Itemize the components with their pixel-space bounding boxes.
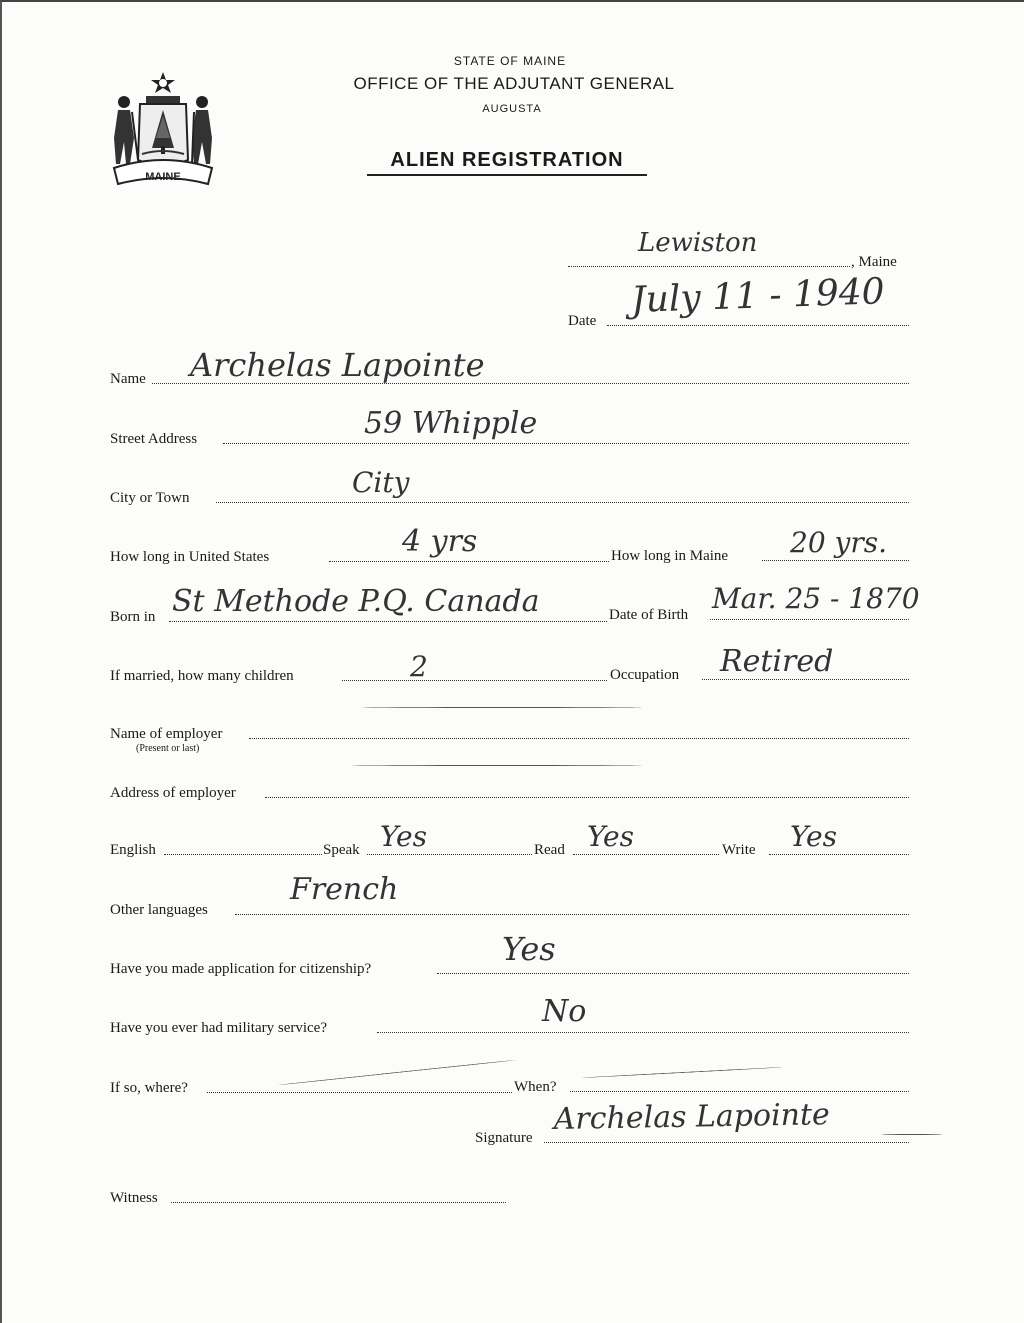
how-long-us-field-line <box>329 561 609 562</box>
other-languages-field-line <box>235 914 909 915</box>
citizenship-field-line <box>437 973 909 974</box>
read-label: Read <box>534 842 565 858</box>
born-in-field-line <box>169 621 607 622</box>
employer-dash-stroke <box>362 707 642 708</box>
date-of-birth-value: Mar. 25 - 1870 <box>712 582 920 615</box>
how-long-maine-field-line <box>762 560 909 561</box>
employer-label: Name of employer <box>110 726 223 742</box>
if-so-where-label: If so, where? <box>110 1080 188 1096</box>
name-value: Archelas Lapointe <box>190 346 485 384</box>
children-label: If married, how many children <box>110 668 294 684</box>
name-label: Name <box>110 371 146 387</box>
how-long-maine-label: How long in Maine <box>611 548 729 564</box>
town-field-line <box>568 266 850 267</box>
children-field-line <box>342 680 607 681</box>
military-field-line <box>377 1032 909 1033</box>
signature-flourish-stroke <box>882 1134 942 1135</box>
born-in-label: Born in <box>110 609 156 625</box>
military-label: Have you ever had military service? <box>110 1020 327 1036</box>
write-field-line <box>769 854 909 855</box>
date-value: July 11 - 1940 <box>630 271 886 321</box>
employer-address-field-line <box>265 797 909 798</box>
where-dash-stroke <box>278 1059 517 1085</box>
date-of-birth-field-line <box>710 619 909 620</box>
employer-address-label: Address of employer <box>110 785 236 801</box>
employer-note: (Present or last) <box>136 743 200 754</box>
witness-field-line <box>171 1202 506 1203</box>
write-value: Yes <box>790 820 837 853</box>
employer-address-dash-stroke <box>352 765 642 766</box>
occupation-label: Occupation <box>610 667 680 683</box>
citizenship-label: Have you made application for citizenship? <box>110 961 372 977</box>
city-heading: AUGUSTA <box>482 103 542 115</box>
children-value: 2 <box>410 650 428 683</box>
occupation-value: Retired <box>720 644 834 679</box>
signature-value: Archelas Lapointe <box>553 1097 831 1137</box>
citizenship-value: Yes <box>502 930 556 968</box>
military-value: No <box>542 994 587 1029</box>
city-town-field-line <box>216 502 909 503</box>
other-languages-label: Other languages <box>110 902 208 918</box>
read-field-line <box>573 854 719 855</box>
signature-field-line <box>544 1142 909 1143</box>
witness-label: Witness <box>110 1190 158 1206</box>
signature-label: Signature <box>475 1130 533 1146</box>
how-long-maine-value: 20 yrs. <box>790 526 888 559</box>
speak-label: Speak <box>323 842 360 858</box>
city-town-label: City or Town <box>110 490 190 506</box>
english-field-line <box>164 854 322 855</box>
other-languages-value: French <box>290 872 399 907</box>
when-label: When? <box>514 1079 557 1095</box>
speak-field-line <box>367 854 532 855</box>
form-title: ALIEN REGISTRATION <box>367 149 647 176</box>
maine-label: , Maine <box>851 254 897 270</box>
when-dash-stroke <box>582 1067 782 1078</box>
write-label: Write <box>722 842 756 858</box>
street-address-field-line <box>223 443 909 444</box>
read-value: Yes <box>587 820 634 853</box>
street-address-value: 59 Whipple <box>364 406 538 441</box>
where-field-line <box>207 1092 512 1093</box>
date-of-birth-label: Date of Birth <box>609 607 689 623</box>
office-heading: OFFICE OF THE ADJUTANT GENERAL <box>353 74 675 93</box>
born-in-value: St Methode P.Q. Canada <box>172 584 540 619</box>
seal-banner-text: MAINE <box>145 171 181 183</box>
date-field-line <box>607 325 909 326</box>
when-field-line <box>570 1091 909 1092</box>
how-long-us-value: 4 yrs <box>402 524 478 559</box>
employer-field-line <box>249 738 909 739</box>
speak-value: Yes <box>380 820 427 853</box>
english-label: English <box>110 842 156 858</box>
street-address-label: Street Address <box>110 431 198 447</box>
occupation-field-line <box>702 679 909 680</box>
date-label: Date <box>568 313 597 329</box>
town-value: Lewiston <box>638 228 758 258</box>
state-heading: STATE OF MAINE <box>453 54 567 68</box>
city-town-value: City <box>352 466 410 499</box>
how-long-us-label: How long in United States <box>110 549 270 565</box>
